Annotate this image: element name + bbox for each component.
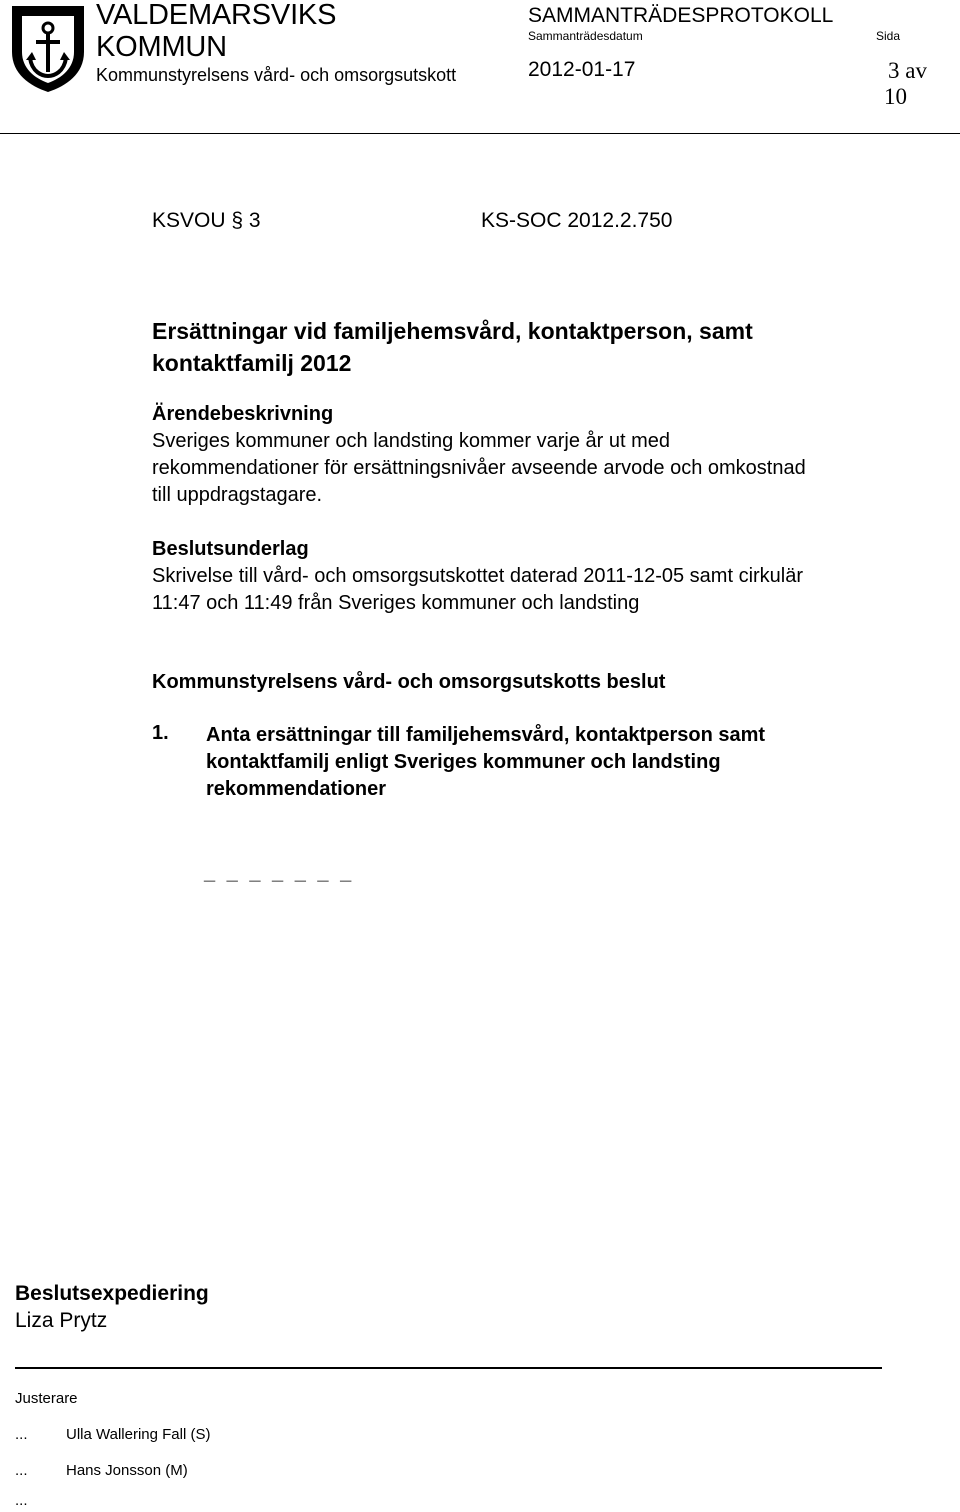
municipality-name-line1: VALDEMARSVIKS — [96, 0, 337, 31]
meeting-date: 2012-01-17 — [528, 58, 636, 81]
justerare-name-2: Hans Jonsson (M) — [66, 1462, 188, 1479]
beslutsunderlag-text: Skrivelse till vård- och omsorgsutskottet daterad 2011-12-05 samt cirkulär 11:47 och 11:49 från Sveriges kommuner och landsting — [152, 565, 804, 614]
justerare-name-1: Ulla Wallering Fall (S) — [66, 1426, 211, 1443]
page-label: Sida — [876, 29, 901, 43]
page-title: Ersättningar vid familjehemsvård, kontaktperson, samt kontaktfamilj 2012 — [152, 318, 753, 376]
justerare-dots-2: ... — [15, 1462, 28, 1479]
section-separator: _ _ _ _ _ _ _ — [204, 862, 355, 884]
page-total: 10 — [884, 84, 907, 109]
municipality-crest-logo — [8, 2, 88, 94]
arendebeskrivning-text: Sveriges kommuner och landsting kommer varje år ut med rekommendationer för ersättningsnivåer avseende arvode och omkostnad till uppdragstagare. — [152, 430, 806, 506]
justerare-dots-3: ... — [15, 1492, 28, 1509]
signature-divider — [15, 1367, 882, 1369]
header-divider — [0, 133, 960, 134]
municipality-name-line2: KOMMUN — [96, 31, 227, 63]
committee-name: Kommunstyrelsens vård- och omsorgsutskott — [96, 65, 457, 85]
justerare-dots-1: ... — [15, 1426, 28, 1443]
arendebeskrivning-heading: Ärendebeskrivning — [152, 403, 334, 425]
decision-heading: Kommunstyrelsens vård- och omsorgsutskotts beslut — [152, 671, 666, 693]
justerare-label: Justerare — [15, 1390, 78, 1407]
decision-item-number: 1. — [152, 722, 169, 744]
document-type: SAMMANTRÄDESPROTOKOLL — [528, 4, 834, 27]
decision-item-text: Anta ersättningar till familjehemsvård, kontaktperson samt kontaktfamilj enligt Sveriges kommuner och landsting rekommendationer — [206, 724, 766, 800]
beslutsexpediering-recipient: Liza Prytz — [15, 1309, 108, 1332]
beslutsexpediering-heading: Beslutsexpediering — [15, 1282, 209, 1305]
beslutsunderlag-heading: Beslutsunderlag — [152, 538, 309, 560]
date-label: Sammanträdesdatum — [528, 29, 643, 43]
case-number: KS-SOC 2012.2.750 — [481, 209, 673, 232]
page-number: 3 av — [888, 58, 927, 83]
paragraph-reference: KSVOU § 3 — [152, 209, 261, 232]
